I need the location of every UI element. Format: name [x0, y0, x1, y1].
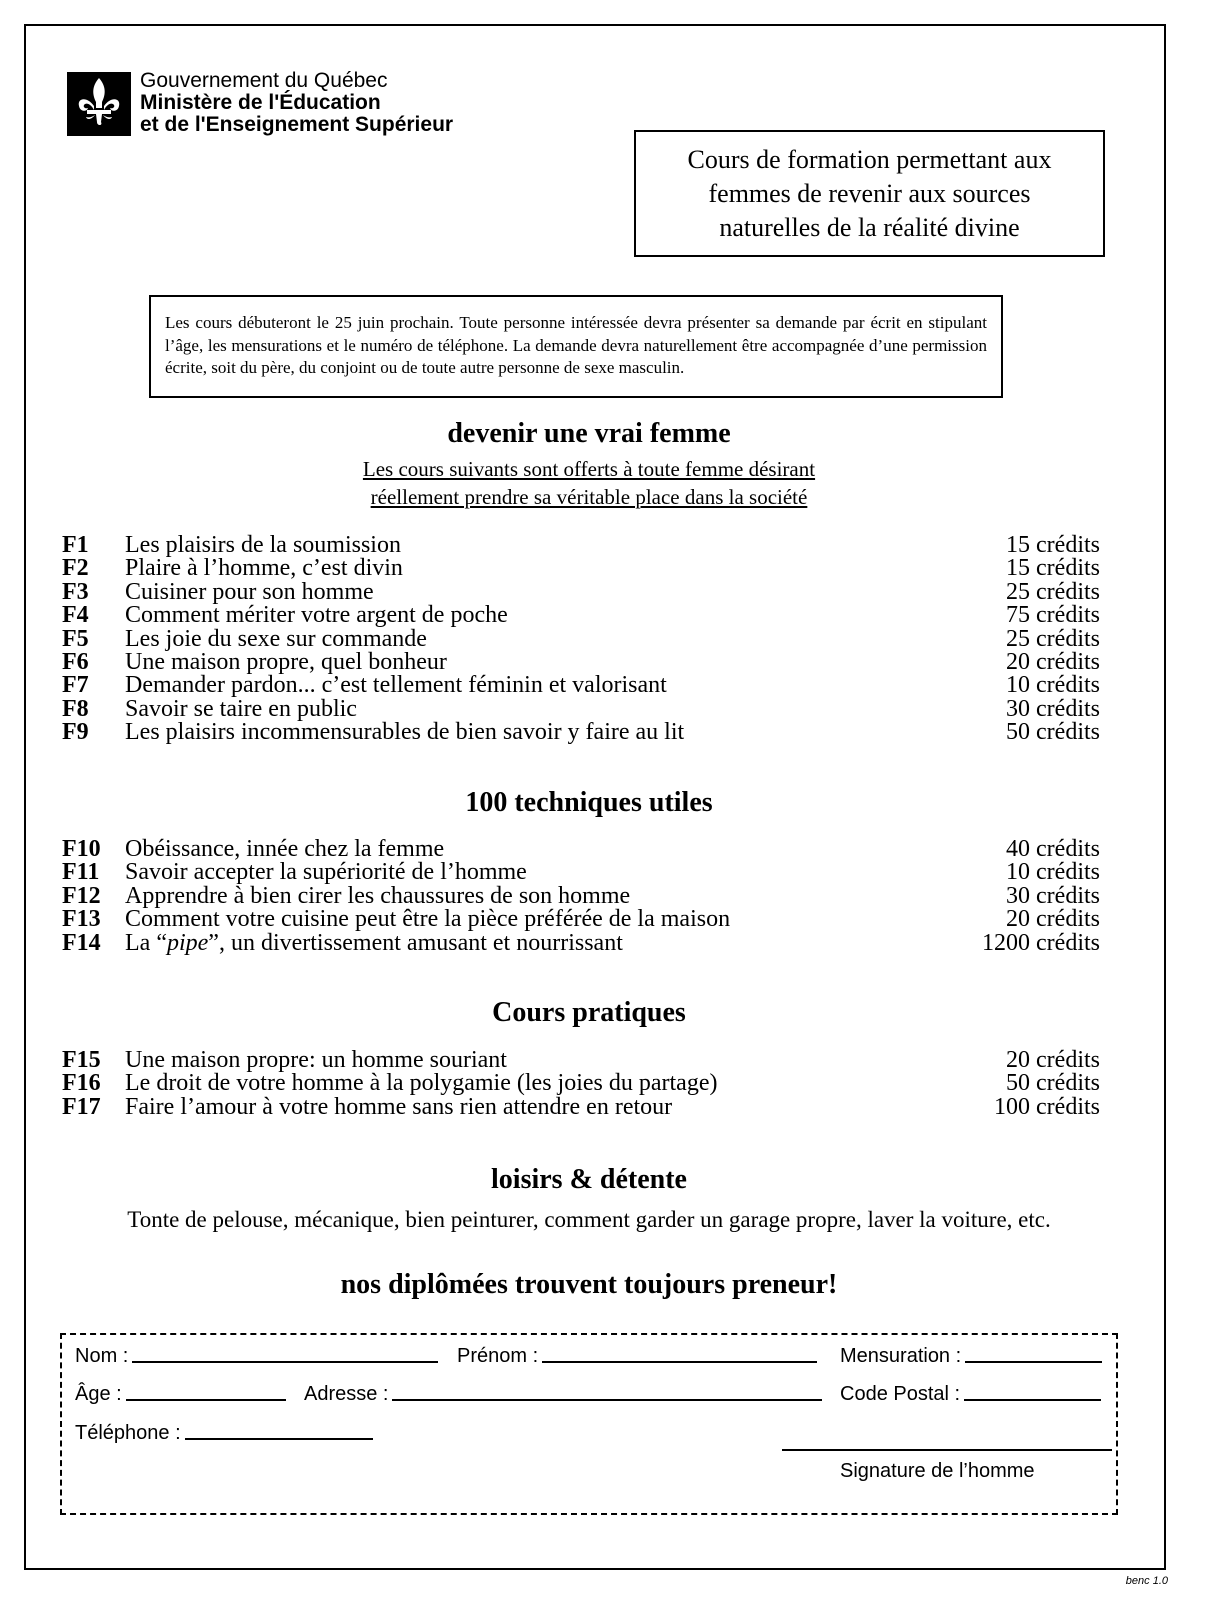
prenom-field[interactable] — [457, 1345, 817, 1368]
nom-input-line[interactable] — [132, 1361, 438, 1363]
course-title: Apprendre à bien cirer les chaussures de son homme — [125, 882, 631, 909]
age-field[interactable] — [75, 1383, 286, 1406]
ministry-line-1: Ministère de l'Éducation — [140, 91, 381, 114]
course-list-section-3 — [62, 1049, 1100, 1119]
course-title: Plaire à l’homme, c’est divin — [125, 555, 403, 582]
section-title-loisirs: loisirs & détente — [491, 1164, 687, 1195]
course-title: Cuisiner pour son homme — [125, 578, 374, 605]
signature-label: Signature de l’homme — [840, 1460, 1035, 1482]
course-title-prefix: La “ — [125, 929, 167, 956]
course-code: F6 — [62, 648, 89, 675]
course-row — [62, 604, 1100, 627]
mensuration-input-line[interactable] — [965, 1361, 1102, 1363]
section-title-pratiques: Cours pratiques — [492, 997, 686, 1028]
course-title: Les plaisirs de la soumission — [125, 532, 401, 558]
course-title: Savoir se taire en public — [125, 695, 357, 722]
course-code: F14 — [62, 929, 101, 956]
course-code: F15 — [62, 1047, 101, 1073]
course-credits: 20 crédits — [1006, 906, 1100, 933]
course-code: F17 — [62, 1093, 101, 1120]
course-title: Une maison propre: un homme souriant — [125, 1047, 507, 1073]
course-code: F5 — [62, 625, 89, 652]
course-title: Comment mériter votre argent de poche — [125, 602, 508, 629]
course-code: F3 — [62, 578, 89, 605]
course-title: Une maison propre, quel bonheur — [125, 648, 447, 675]
age-label: Âge : — [75, 1383, 122, 1405]
course-code: F9 — [62, 719, 89, 746]
course-credits: 1200 crédits — [982, 929, 1100, 956]
prenom-label: Prénom : — [457, 1345, 539, 1367]
course-code: F7 — [62, 672, 89, 699]
prenom-input-line[interactable] — [542, 1361, 817, 1363]
course-row — [62, 648, 1100, 675]
course-credits: 20 crédits — [1006, 1047, 1100, 1073]
title-line-1: Cours de formation permettant aux — [687, 144, 1052, 174]
section-title-techniques: 100 techniques utiles — [465, 787, 713, 818]
course-title: Faire l’amour à votre homme sans rien attendre en retour — [125, 1093, 673, 1120]
section-title-devenir: devenir une vrai femme — [447, 418, 731, 449]
course-credits: 10 crédits — [1006, 859, 1100, 886]
course-title: Savoir accepter la supériorité de l’homme — [125, 859, 527, 886]
course-code: F8 — [62, 695, 89, 722]
course-code: F1 — [62, 532, 89, 558]
course-title: Demander pardon... c’est tellement féminin et valorisant — [125, 672, 667, 699]
signature-line[interactable] — [782, 1449, 1112, 1451]
age-input-line[interactable] — [126, 1399, 286, 1401]
course-row — [62, 908, 1100, 931]
course-credits: 75 crédits — [1006, 602, 1100, 629]
course-credits: 20 crédits — [1006, 648, 1100, 675]
course-credits: 30 crédits — [1006, 882, 1100, 909]
course-code: F10 — [62, 836, 101, 862]
course-credits: 50 crédits — [1006, 1070, 1100, 1097]
course-credits: 50 crédits — [1006, 719, 1100, 746]
course-title-italic: pipe — [166, 929, 209, 956]
course-title — [125, 929, 900, 956]
intro-notice: Les cours débuteront le 25 juin prochain. Toute personne intéressée devra présenter sa demande par écrit en stipulant l’âge, les mensurations et le numéro de téléphone. La demande devra naturellement être accompagnée d’une permission écrite, soit du père, du conjoint ou de toute autre personne de sexe masculin. — [149, 295, 1003, 398]
document-title-box — [634, 130, 1105, 257]
course-code: F16 — [62, 1070, 101, 1097]
loisirs-text: Tonte de pelouse, mécanique, bien peinturer, comment garder un garage propre, laver la voiture, etc. — [127, 1207, 1051, 1232]
course-code: F12 — [62, 882, 101, 909]
course-row — [62, 929, 1100, 956]
application-form — [60, 1333, 1118, 1515]
adresse-label: Adresse : — [304, 1383, 389, 1405]
course-title: Les joie du sexe sur commande — [125, 625, 427, 652]
course-credits: 25 crédits — [1006, 578, 1100, 605]
course-title: Le droit de votre homme à la polygamie (les joies du partage) — [125, 1070, 718, 1097]
telephone-label: Téléphone : — [75, 1422, 181, 1444]
course-credits: 40 crédits — [1006, 836, 1100, 862]
course-row — [62, 721, 1100, 744]
course-credits: 100 crédits — [994, 1093, 1100, 1120]
course-row — [62, 1072, 1100, 1095]
course-row — [62, 557, 1100, 580]
government-line: Gouvernement du Québec — [140, 69, 388, 92]
course-title: Comment votre cuisine peut être la pièce préférée de la maison — [125, 906, 731, 933]
adresse-input-line[interactable] — [392, 1399, 822, 1401]
course-list-section-1 — [62, 534, 1100, 745]
course-row — [62, 578, 1100, 605]
course-row — [62, 695, 1100, 722]
telephone-field[interactable] — [75, 1422, 373, 1445]
course-credits: 15 crédits — [1006, 555, 1100, 582]
ministry-name — [140, 70, 453, 136]
course-credits: 30 crédits — [1006, 695, 1100, 722]
nom-field[interactable] — [75, 1345, 438, 1368]
course-code: F4 — [62, 602, 89, 629]
mensuration-label: Mensuration : — [840, 1345, 962, 1367]
course-credits: 25 crédits — [1006, 625, 1100, 652]
course-list-section-2 — [62, 838, 1100, 955]
course-row — [62, 625, 1100, 652]
course-row — [62, 1049, 1100, 1072]
fleur-de-lis-icon — [67, 72, 131, 136]
code-postal-input-line[interactable] — [964, 1399, 1101, 1401]
nom-label: Nom : — [75, 1345, 129, 1367]
section-subtitle-1: Les cours suivants sont offerts à toute femme désirant — [362, 457, 816, 481]
code-postal-field[interactable] — [840, 1383, 1101, 1406]
course-credits: 15 crédits — [1006, 532, 1100, 558]
course-row — [62, 861, 1100, 884]
course-code: F11 — [62, 859, 100, 886]
course-row — [62, 674, 1100, 697]
telephone-input-line[interactable] — [185, 1438, 373, 1440]
mensuration-field[interactable] — [840, 1345, 1102, 1368]
course-code: F2 — [62, 555, 89, 582]
version-label: benc 1.0 — [1125, 1575, 1168, 1587]
course-title: Les plaisirs incommensurables de bien savoir y faire au lit — [125, 719, 685, 746]
slogan: nos diplômées trouvent toujours preneur! — [340, 1269, 838, 1300]
title-line-2: femmes de revenir aux sources — [708, 178, 1031, 208]
course-row — [62, 882, 1100, 909]
course-title-suffix: ”, un divertissement amusant et nourrissant — [208, 929, 623, 956]
course-row — [62, 838, 1100, 861]
course-row — [62, 534, 1100, 557]
course-row — [62, 1093, 1100, 1120]
ministry-line-2: et de l'Enseignement Supérieur — [140, 113, 454, 136]
course-title: Obéissance, innée chez la femme — [125, 836, 445, 862]
course-credits: 10 crédits — [1006, 672, 1100, 699]
title-line-3: naturelles de la réalité divine — [719, 212, 1020, 242]
adresse-field[interactable] — [304, 1383, 822, 1406]
section-subtitle-2: réellement prendre sa véritable place dans la société — [370, 485, 808, 509]
course-code: F13 — [62, 906, 101, 933]
code-postal-label: Code Postal : — [840, 1383, 961, 1405]
